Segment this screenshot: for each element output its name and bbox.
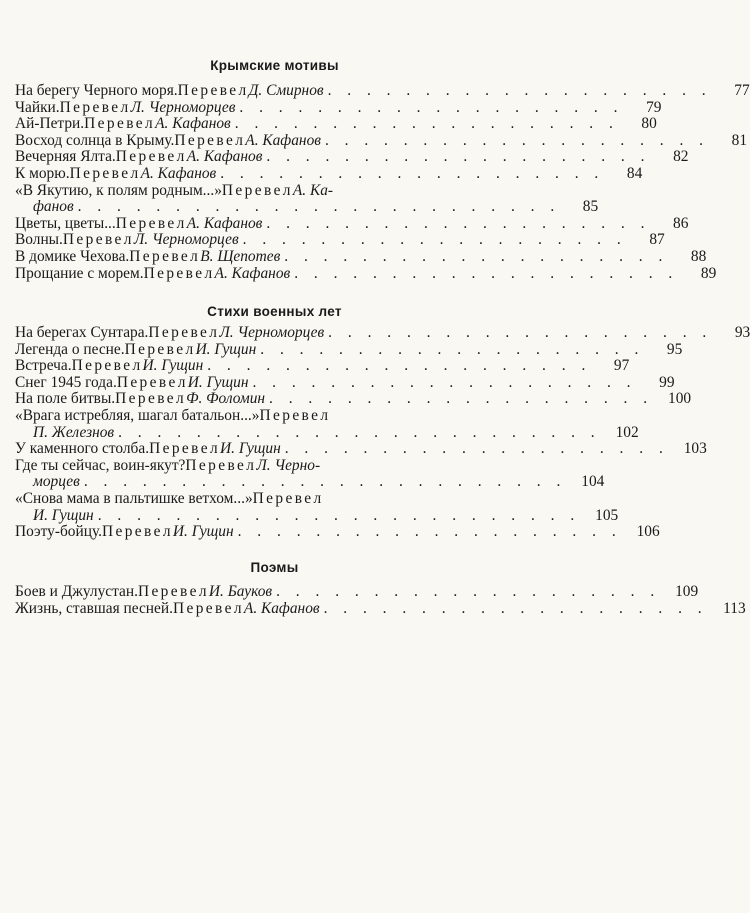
dot-leader: . . . . . . . . . . . . . . . . . . . . <box>237 523 622 541</box>
translator-name: Д. Смирнов <box>248 82 324 99</box>
dot-leader: . . . . . . . . . . . . . . . . . . . . <box>266 214 651 232</box>
translator-name: Л. Черноморцев <box>133 231 239 249</box>
page-number: 77 <box>734 82 750 99</box>
dot-leader: . . . . . . . . . . . . . . . . . . . . <box>234 115 619 133</box>
translator-name: А. Кафанов <box>214 264 291 282</box>
entry-continuation <box>15 474 604 491</box>
translator-label: Перевел <box>69 164 141 182</box>
page-number: 86 <box>673 214 689 232</box>
toc-entry <box>15 82 750 100</box>
page-number: 81 <box>731 131 748 149</box>
translator-name: А. Ка- <box>292 181 334 199</box>
toc-entry <box>15 456 605 491</box>
translator-label: Перевел <box>115 148 187 166</box>
dot-leader: . . . . . . . . . . . . . . . . . . . . <box>284 440 669 458</box>
page-number: 100 <box>668 390 692 408</box>
translator-name: И. Гущин <box>195 340 257 358</box>
dot-leader: . . . . . . . . . . . . . . . . . . . . <box>328 324 713 341</box>
toc-entry <box>15 373 675 392</box>
entry-title: Вечерняя Ялта. <box>15 148 116 166</box>
toc-entry <box>15 324 750 342</box>
translator-name: И. Гущин <box>187 373 249 391</box>
dot-leader: . . . . . . . . . . . . . . . . . . . . <box>269 390 654 408</box>
entry-title: На берегах Сунтара. <box>15 324 149 341</box>
page-number: 88 <box>690 247 707 265</box>
translator-label: Перевел <box>148 324 220 341</box>
dot-leader: . . . . . . . . . . . . . . . . . . . . <box>294 264 679 282</box>
translator-label: Перевел <box>185 456 257 474</box>
page-number: 105 <box>595 506 619 524</box>
entry-continuation <box>15 508 618 525</box>
toc-entry <box>15 214 689 233</box>
translator-name-continued: фанов <box>33 198 74 216</box>
entry-continuation <box>15 425 639 442</box>
dot-leader: . . . . . . . . . . . . . . . . . . . . <box>252 373 637 391</box>
dot-leader: . . . . . . . . . . . . . . . . . . . . <box>260 340 645 358</box>
toc-entry <box>15 148 689 166</box>
translator-label: Перевел <box>259 406 331 424</box>
toc-entry <box>15 131 748 150</box>
translator-name: В. Щепотев <box>200 247 281 265</box>
entry-title: Встреча. <box>15 357 72 375</box>
entry-title: У каменного столба. <box>15 440 150 458</box>
translator-label: Перевел <box>149 440 221 458</box>
section-title-poems: Поэмы <box>250 560 299 575</box>
translator-name: А. Кафанов <box>245 131 321 149</box>
page-number: 85 <box>582 198 599 216</box>
translator-name: А. Кафанов <box>186 214 263 232</box>
entry-title: «В Якутию, к полям родным...» <box>15 181 222 199</box>
translator-name: Л. Черноморцев <box>219 324 325 341</box>
translator-name-continued: И. Гущин <box>33 506 94 524</box>
translator-label: Перевел <box>115 214 187 232</box>
translator-label: Перевел <box>115 390 187 408</box>
translator-name-continued: П. Железнов <box>33 423 115 441</box>
toc-entry <box>15 489 619 524</box>
toc-entry <box>15 390 692 408</box>
translator-label: Перевел <box>62 231 134 249</box>
dot-leader: . . . . . . . . . . . . . . . . . . . . . . . . . <box>83 473 567 491</box>
translator-name: А. Кафанов <box>243 599 320 617</box>
entry-title: В домике Чехова. <box>15 247 130 265</box>
toc-entry <box>15 98 662 117</box>
translator-name: Л. Черноморцев <box>130 98 236 116</box>
dot-leader: . . . . . . . . . . . . . . . . . . . . <box>284 247 669 265</box>
page-number: 84 <box>626 164 643 182</box>
translator-name: Ф. Фоломин <box>186 390 266 408</box>
entry-title: Прощание с морем. <box>15 264 144 282</box>
entry-title: Ай-Петри. <box>15 115 85 133</box>
page-number: 89 <box>700 264 717 282</box>
page-number: 87 <box>649 231 665 249</box>
page-number: 80 <box>641 115 657 133</box>
section-list-crimean-motifs <box>15 82 750 282</box>
entry-title: Восход солнца в Крыму. <box>15 131 175 149</box>
translator-label: Перевел <box>129 247 201 265</box>
page-number: 95 <box>666 340 683 358</box>
entry-continuation <box>15 199 598 216</box>
toc-entry <box>15 440 707 458</box>
toc-entry <box>15 231 665 249</box>
translator-label: Перевел <box>172 599 244 617</box>
entry-title: «Врага истребляя, шагал батальон...» <box>15 406 260 424</box>
section-list-poems <box>15 583 746 617</box>
toc-entry <box>15 357 630 375</box>
translator-name: А. Кафанов <box>155 115 231 133</box>
entry-title: Чайки. <box>15 98 60 116</box>
translator-name: И. Гущин <box>142 357 204 375</box>
translator-label: Перевел <box>137 583 209 600</box>
entry-title: Волны. <box>15 231 63 249</box>
page-number: 93 <box>734 324 750 341</box>
dot-leader: . . . . . . . . . . . . . . . . . . . . <box>276 583 661 600</box>
entry-title: На берегу Черного моря. <box>15 82 178 99</box>
translator-label: Перевел <box>124 340 196 358</box>
dot-leader: . . . . . . . . . . . . . . . . . . . . <box>266 148 651 166</box>
dot-leader: . . . . . . . . . . . . . . . . . . . . . . . . . <box>118 423 601 441</box>
section-title-crimean-motifs: Крымские мотивы <box>210 58 339 73</box>
page-number: 106 <box>636 523 660 541</box>
translator-name: Л. Черно- <box>256 456 321 474</box>
translator-label: Перевел <box>143 264 215 282</box>
translator-name: И. Гущин <box>172 523 234 541</box>
entry-title: «Снова мама в пальтишке ветхом...» <box>15 489 253 507</box>
entry-title: Легенда о песне. <box>15 340 125 358</box>
dot-leader: . . . . . . . . . . . . . . . . . . . . <box>323 599 708 617</box>
translator-label: Перевел <box>116 373 188 391</box>
entry-title: Жизнь, ставшая песней. <box>15 599 173 617</box>
page-number: 104 <box>581 473 605 491</box>
page-number: 97 <box>613 357 630 375</box>
entry-title: Снег 1945 года. <box>15 373 117 391</box>
entry-title: Где ты сейчас, воин-якут? <box>15 456 186 474</box>
toc-entry <box>15 583 699 601</box>
section-list-war-poems <box>15 324 750 541</box>
translator-label: Перевел <box>252 489 324 507</box>
translator-label: Перевел <box>221 181 293 199</box>
section-title-war-poems: Стихи военных лет <box>207 304 342 319</box>
page-number: 82 <box>673 148 689 166</box>
page-number: 102 <box>615 423 639 441</box>
toc-entry <box>15 247 707 266</box>
translator-name-continued: морцев <box>33 473 80 491</box>
translator-label: Перевел <box>84 115 156 133</box>
toc-entry <box>15 164 643 183</box>
dot-leader: . . . . . . . . . . . . . . . . . . . . . . . . . <box>77 198 561 216</box>
dot-leader: . . . . . . . . . . . . . . . . . . . . <box>324 131 710 149</box>
translator-name: И. Бауков <box>208 583 273 600</box>
dot-leader: . . . . . . . . . . . . . . . . . . . . <box>207 357 592 375</box>
translator-name: А. Кафанов <box>140 164 217 182</box>
page-number: 99 <box>659 373 675 391</box>
entry-title: Боев и Джулустан. <box>15 583 138 600</box>
translator-name: А. Кафанов <box>186 148 263 166</box>
toc-entry <box>15 523 660 541</box>
page-number: 103 <box>683 440 707 458</box>
dot-leader: . . . . . . . . . . . . . . . . . . . . <box>239 98 624 116</box>
dot-leader: . . . . . . . . . . . . . . . . . . . . <box>242 231 627 249</box>
translator-name: И. Гущин <box>220 440 281 458</box>
toc-entry <box>15 264 717 283</box>
entry-title: Цветы, цветы... <box>15 214 116 232</box>
dot-leader: . . . . . . . . . . . . . . . . . . . . <box>220 164 605 182</box>
page-number: 109 <box>675 583 699 600</box>
dot-leader: . . . . . . . . . . . . . . . . . . . . . . . . . <box>97 506 581 524</box>
entry-title: На поле битвы. <box>15 390 116 408</box>
translator-label: Перевел <box>177 82 249 99</box>
page-number: 79 <box>646 98 662 116</box>
entry-title: К морю. <box>15 164 70 182</box>
entry-title: Поэту-бойцу. <box>15 523 102 541</box>
translator-label: Перевел <box>174 131 246 149</box>
toc-entry <box>15 340 683 359</box>
translator-label: Перевел <box>59 98 131 116</box>
toc-entry <box>15 406 639 441</box>
toc-entry <box>15 115 657 133</box>
translator-label: Перевел <box>101 523 173 541</box>
page-number: 113 <box>723 599 746 617</box>
toc-entry <box>15 599 746 618</box>
dot-leader: . . . . . . . . . . . . . . . . . . . . <box>327 82 712 99</box>
toc-entry <box>15 181 599 216</box>
translator-label: Перевел <box>71 357 143 375</box>
